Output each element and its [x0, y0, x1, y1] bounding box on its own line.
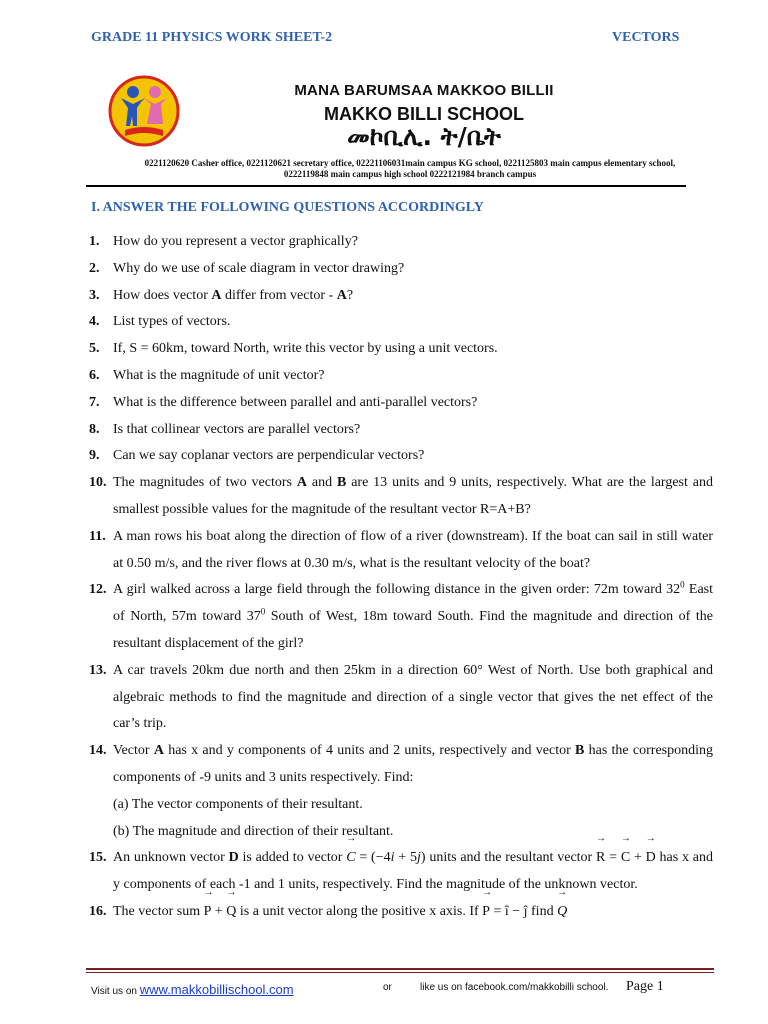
footer-facebook: like us on facebook.com/makkobilli school. [420, 982, 609, 993]
website-link[interactable]: www.makkobillischool.com [139, 982, 294, 997]
question-7: 7. What is the difference between parallel and anti-parallel vectors? [89, 394, 478, 410]
contact-line-2: 0222119848 main campus high school 0222121984 branch campus [283, 169, 537, 179]
contact-line-1: 0221120620 Casher office, 0221120621 secretary office, 02221106031main campus KG school, 0221125803 main campus elementary school, [144, 158, 676, 168]
question-4: 4. List types of vectors. [89, 314, 231, 330]
question-15: 15. An unknown vector D is added to vector → C = (−4i + 5j) units and the resultant vector → R = → C + → D has x and y components of each -1 and 1 units, respectively. Find the magnitude of the unknown vector. [89, 845, 713, 899]
contact-numbers [100, 158, 720, 180]
topic-title: VECTORS [612, 30, 680, 45]
question-9: 9. Can we say coplanar vectors are perpendicular vectors? [89, 448, 425, 464]
question-13: 13. A car travels 20km due north and then 25km in a direction 60° West of North. Use both graphical and algebraic methods to find the magnitude and direction of a single vector that gives the net effect of the car’s trip. [89, 662, 713, 732]
question-16: 16. The vector sum → P + → Q is a unit vector along the positive x axis. If → P = î − ĵ find → Q [89, 899, 713, 926]
worksheet-title: GRADE 11 PHYSICS WORK SHEET-2 [91, 30, 333, 45]
question-11: 11. A man rows his boat along the direction of flow of a river (downstream). If the boat can sail in still water at 0.50 m/s, and the river flows at 0.30 m/s, what is the resultant velocity of the boat? [89, 528, 713, 571]
question-8: 8. Is that collinear vectors are parallel vectors? [89, 421, 361, 437]
header-rule [86, 185, 686, 187]
question-3: 3. How does vector A differ from vector - A? [89, 287, 354, 303]
question-5: 5. If, S = 60km, toward North, write this vector by using a unit vectors. [89, 341, 498, 357]
question-10: 10. The magnitudes of two vectors A and B are 13 units and 9 units, respectively. What are the largest and smallest possible values for the magnitude of the resultant vector R=A+B? [89, 475, 713, 517]
question-12: 12. A girl walked across a large field through the following distance in the given order: 72m toward $32^0$ East of North, 57m toward $37^0$ South of West, 18m toward South. Find the magnitude and direction of the resultant displacement of the girl? [89, 579, 714, 651]
page-number: Page 1 [626, 979, 664, 994]
question-14: 14. Vector A has x and y components of 4 units and 2 units, respectively and vector B has the corresponding components of -9 units and 3 units respectively. Find: [89, 743, 713, 785]
question-1: 1. How do you represent a vector graphically? [89, 234, 358, 249]
question-14a: (a) The vector components of their resultant. [113, 796, 363, 812]
footer-or: or [383, 982, 392, 993]
question-14b: (b) The magnitude and direction of their resultant. [113, 823, 394, 839]
question-6: 6. What is the magnitude of unit vector? [89, 367, 325, 383]
section-title: I. ANSWER THE FOLLOWING QUESTIONS ACCORDINGLY [91, 200, 484, 215]
school-name-oromo: MANA BARUMSAA MAKKOO BILLII [294, 82, 554, 99]
footer-visit: Visit us on www.makkobillischool.com [91, 982, 294, 997]
question-list [89, 229, 713, 926]
school-name-english: MAKKO BILLI SCHOOL [324, 104, 524, 124]
school-name-amharic: መኮቢሊ. ት/ቤት [347, 122, 501, 151]
footer-rule-thick [86, 968, 714, 970]
footer-rule-thin [86, 972, 714, 973]
question-2: 2. Why do we use of scale diagram in vector drawing? [89, 260, 405, 276]
